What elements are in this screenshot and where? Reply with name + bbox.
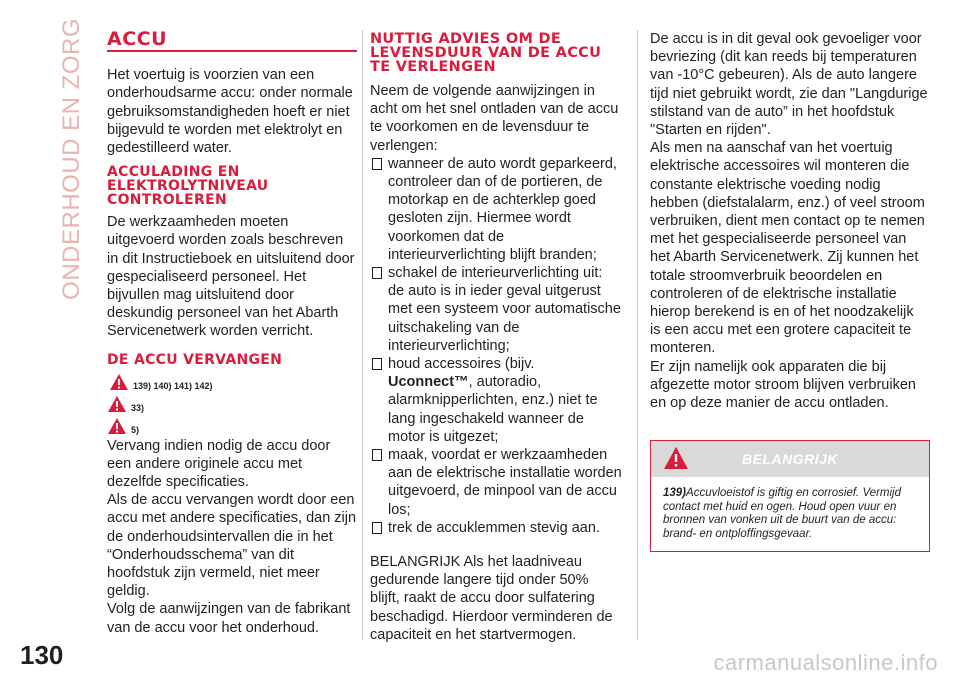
checkbox-bullet-icon [372, 158, 382, 170]
warning-triangle-icon [107, 417, 127, 435]
warning-box-body [651, 477, 929, 551]
checkbox-bullet-icon [372, 267, 382, 279]
warning-ref-number: 139) [663, 487, 687, 500]
page-number: 130 [20, 640, 64, 670]
replace-paragraph-3: Volg de aanwijzingen van de fabrikant van de accu voor het onderhoud. [107, 601, 351, 636]
subheading-check: ACCULADING EN ELEKTROLYTNIVEAU CONTROLEREN [107, 164, 269, 209]
replace-paragraph-2: Als de accu vervangen wordt door een accu met andere specificaties, dan zijn de onderhoudsintervallen die in het “Onderhoudsschema” van dit hoofdstuk zijn vermeld, niet meer geldig. [107, 492, 357, 600]
checkbox-bullet-icon [372, 358, 382, 370]
uconnect-brand: Uconnect™ [388, 374, 469, 391]
column-divider [362, 30, 363, 640]
column-1 [107, 30, 357, 637]
warning-reference [107, 417, 357, 435]
column3-paragraph-2: Als men na aanschaf van het voertuig elektrische accessoires wil monteren die constante elektrische voeding nodig hebben (diefstalalarm, enz.) of veel stroom verbruiken, dient men contact op te nemen met het gespecialiseerde personeel van het Abarth Servicenetwerk. Zij kunnen het totale stroomverbruik beoordelen en controleren of de elektrische installatie hierop berekend is en of het noodzakelijk is een accu met een grotere capaciteit te monteren. [650, 140, 925, 357]
column3-paragraph-3: Er zijn namelijk ook apparaten die bij afgezette motor stroom blijven verbruiken en op deze manier de accu ontladen. [650, 358, 916, 412]
warning-reference [109, 373, 357, 391]
list-item: schakel de interieurverlichting uit: de auto is in ieder geval uitgerust met een systeem voor automatische uitschakeling van de interieurverlichting; [370, 264, 622, 355]
warning-box-header [651, 441, 929, 477]
warning-box [650, 440, 930, 552]
list-item: maak, voordat er werkzaamheden aan de elektrische installatie worden uitgevoerd, de minpool van de accu los; [370, 446, 622, 519]
checkbox-bullet-icon [372, 449, 382, 461]
check-text: De werkzaamheden moeten uitgevoerd worden zoals beschreven in dit Instructieboek en uitsluitend door gespecialiseerd personeel. Het bijvullen mag uitsluitend door deskundig personeel van het Abarth Servicenetwerk worden verricht. [107, 214, 355, 340]
warning-text: Accuvloeistof is giftig en corrosief. Vermijd contact met huid en ogen. Houd open vuur en bronnen van vonken uit de buurt van de accu: brand- en ontploffingsgevaar. [663, 487, 901, 540]
subheading-replace: DE ACCU VERVANGEN [107, 351, 283, 368]
warning-reference [107, 395, 357, 413]
warning-ref-numbers: 5) [131, 424, 140, 435]
warning-triangle-icon [663, 446, 689, 470]
chapter-side-tab [52, 18, 92, 300]
column-divider [637, 30, 638, 640]
checkbox-bullet-icon [372, 522, 382, 534]
column-3 [650, 30, 928, 552]
list-item: wanneer de auto wordt geparkeerd, controleer dan of de portieren, de motorkap en de achterklep goed gesloten zijn. Hiermee wordt voorkomen dat de interieurverlichting blijft branden; [370, 155, 622, 264]
chapter-title: ONDERHOUD EN ZORG [58, 18, 85, 300]
replace-paragraph-1: Vervang indien nodig de accu door een andere originele accu met dezelfde specificaties. [107, 437, 331, 491]
column3-paragraph-1: De accu is in dit geval ook gevoeliger voor bevriezing (dit kan reeds bij temperaturen van -10°C gebeuren). Als de auto langere tijd niet gebruikt wordt, zie dan "Langdurige stilstand van de auto” in het hoofdstuk "Starten en rijden". [650, 31, 928, 139]
section-title: ACCU [107, 30, 357, 52]
warning-box-label: BELANGRIJK [741, 451, 838, 468]
warning-triangle-icon [107, 395, 127, 413]
important-note: BELANGRIJK Als het laadniveau gedurende langere tijd onder 50% blijft, raakt de accu door sulfatering beschadigd. Hierdoor verminderen de capaciteit en het startvermogen. [370, 554, 613, 643]
warning-ref-numbers: 33) [131, 402, 145, 413]
column-2 [370, 30, 622, 644]
list-item: trek de accuklemmen stevig aan. [370, 519, 622, 537]
watermark: carmanualsonline.info [713, 650, 938, 675]
list-item: houd accessoires (bijv. Uconnect™, autoradio, alarmknipperlichten, enz.) niet te lang ingeschakeld wanneer de motor is uitgezet; [370, 355, 622, 446]
advice-heading: NUTTIG ADVIES OM DE LEVENSDUUR VAN DE ACCU TE VERLENGEN [370, 31, 602, 75]
intro-text: Het voertuig is voorzien van een onderhoudsarme accu: onder normale gebruiksomstandigheden hoeft er niet bijgevuld te worden met elektrolyt en gedestilleerd water. [107, 67, 353, 157]
warning-triangle-icon [109, 373, 129, 391]
advice-intro: Neem de volgende aanwijzingen in acht om het snel ontladen van de accu te voorkomen en de levensduur te verlengen: [370, 83, 619, 154]
warning-ref-numbers: 139) 140) 141) 142) [133, 380, 213, 391]
